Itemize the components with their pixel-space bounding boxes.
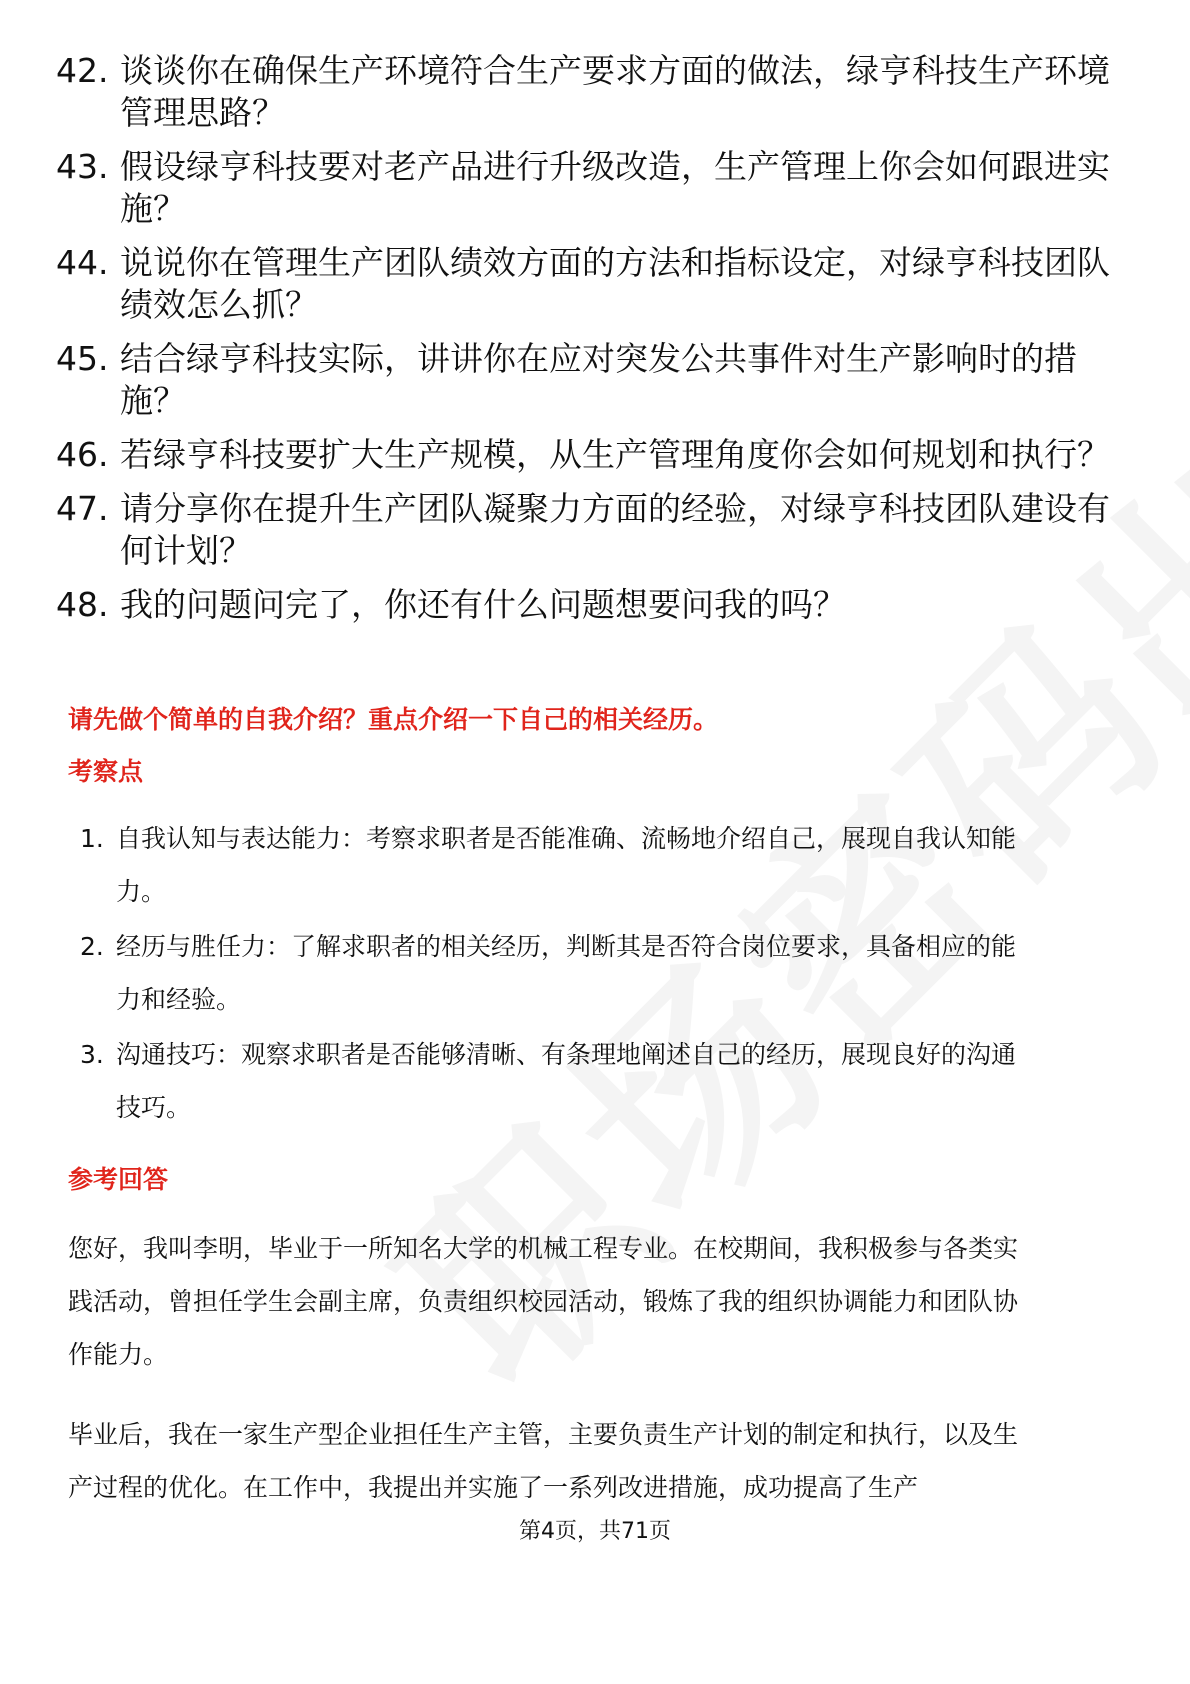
question-item [56, 50, 1136, 134]
question-text: 若绿亨科技要扩大生产规模，从生产管理角度你会如何规划和执行？ [120, 435, 1110, 474]
assessment-points [80, 812, 1040, 1136]
point-number: 3. [80, 1040, 104, 1069]
assessment-point [80, 812, 1040, 918]
question-text: 我的问题问完了，你还有什么问题想要问我的吗？ [120, 585, 846, 624]
assessment-point [80, 1028, 1040, 1134]
question-number: 46. [56, 435, 109, 474]
answer-paragraph: 毕业后，我在一家生产型企业担任生产主管，主要负责生产计划的制定和执行，以及生产过程的优化。在工作中，我提出并实施了一系列改进措施，成功提高了生产 [68, 1420, 1019, 1502]
question-number: 44. [56, 243, 109, 282]
question-item [56, 242, 1136, 326]
question-text: 假设绿亨科技要对老产品进行升级改造，生产管理上你会如何跟进实施？ [120, 147, 1110, 228]
question-text: 结合绿亨科技实际，讲讲你在应对突发公共事件对生产影响时的措施？ [120, 339, 1077, 420]
point-number: 1. [80, 824, 104, 853]
question-item [56, 338, 1136, 422]
question-number: 45. [56, 339, 109, 378]
question-item [56, 146, 1136, 230]
point-number: 2. [80, 932, 104, 961]
question-text: 说说你在管理生产团队绩效方面的方法和指标设定，对绿亨科技团队绩效怎么抓？ [120, 243, 1110, 324]
question-item [56, 488, 1136, 572]
question-text: 请分享你在提升生产团队凝聚力方面的经验，对绿亨科技团队建设有何计划？ [120, 489, 1110, 570]
point-text: 经历与胜任力：了解求职者的相关经历，判断其是否符合岗位要求，具备相应的能力和经验。 [116, 932, 1017, 1014]
point-text: 自我认知与表达能力：考察求职者是否能准确、流畅地介绍自己，展现自我认知能力。 [116, 824, 1017, 906]
answer-paragraph: 您好，我叫李明，毕业于一所知名大学的机械工程专业。在校期间，我积极参与各类实践活动，曾担任学生会副主席，负责组织校园活动，锻炼了我的组织协调能力和团队协作能力。 [68, 1234, 1019, 1369]
point-text: 沟通技巧：观察求职者是否能够清晰、有条理地阐述自己的经历，展现良好的沟通技巧。 [116, 1040, 1017, 1122]
prompt-title: 请先做个简单的自我介绍？重点介绍一下自己的相关经历。 [68, 705, 719, 734]
question-item [56, 584, 1136, 626]
question-item [56, 434, 1136, 476]
question-number: 48. [56, 585, 109, 624]
reference-heading: 参考回答 [68, 1165, 169, 1194]
question-list [56, 50, 1136, 638]
page-footer: 第4页，共71页 [519, 1519, 671, 1544]
assessment-heading: 考察点 [68, 757, 144, 786]
question-text: 谈谈你在确保生产环境符合生产要求方面的做法，绿亨科技生产环境管理思路？ [120, 51, 1110, 132]
question-number: 47. [56, 489, 109, 528]
assessment-point [80, 920, 1040, 1026]
question-number: 43. [56, 147, 109, 186]
question-number: 42. [56, 51, 109, 90]
